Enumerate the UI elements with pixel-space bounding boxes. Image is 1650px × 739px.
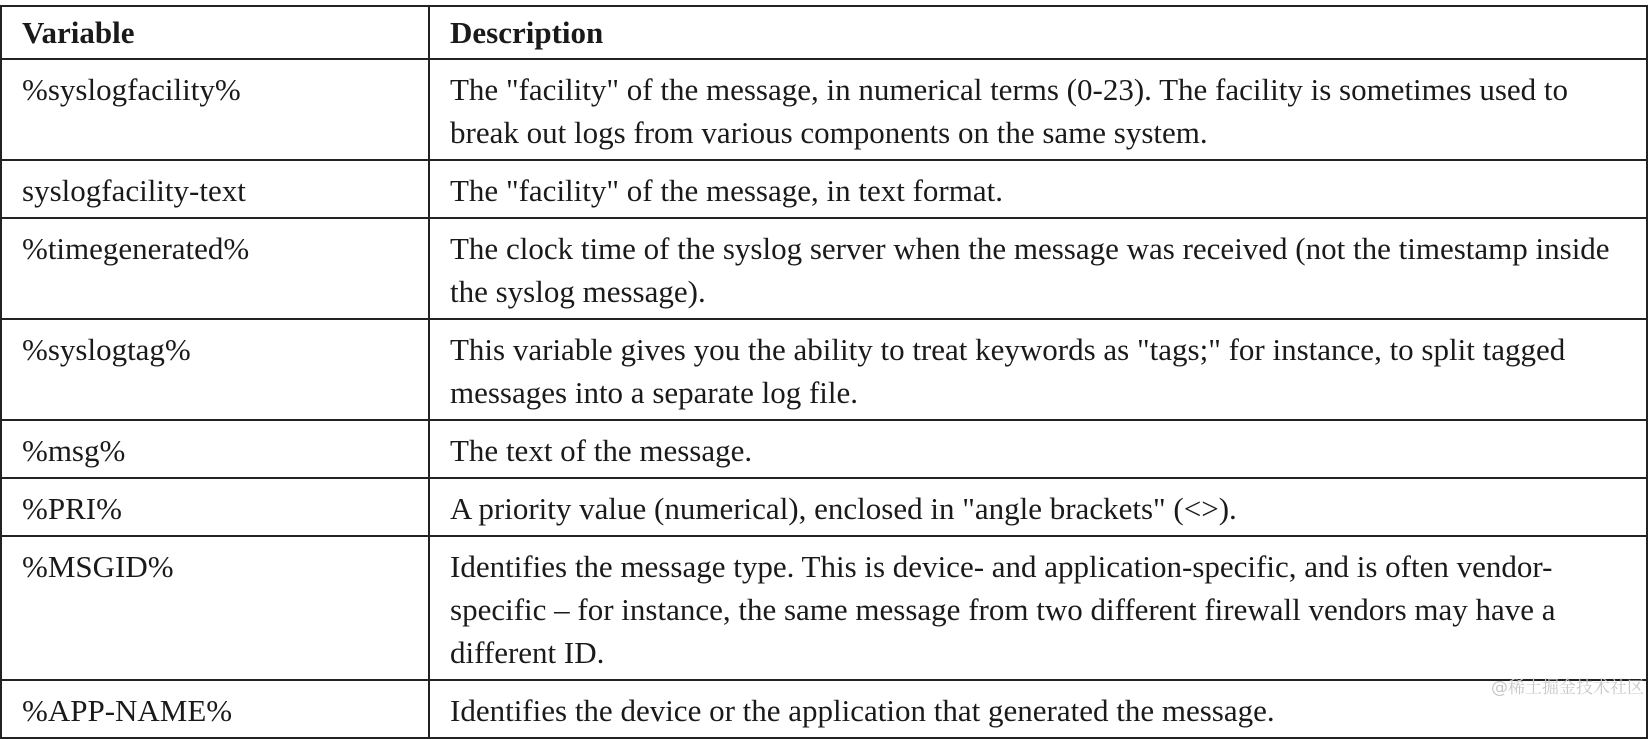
description-cell: The "facility" of the message, in numerical terms (0-23). The facility is sometimes used to break out logs from various components on the same system. xyxy=(429,59,1647,160)
description-cell: The text of the message. xyxy=(429,420,1647,478)
variable-cell: %APP-NAME% xyxy=(1,680,429,738)
table-row xyxy=(1,160,1647,218)
variable-cell: %timegenerated% xyxy=(1,218,429,319)
table-header-row xyxy=(1,6,1647,59)
table-row xyxy=(1,680,1647,738)
description-cell: Identifies the device or the application that generated the message. xyxy=(429,680,1647,738)
variable-cell: %MSGID% xyxy=(1,536,429,680)
watermark: @稀土掘金技术社区 xyxy=(1491,678,1644,698)
variable-cell: %syslogtag% xyxy=(1,319,429,420)
header-variable: Variable xyxy=(1,6,429,59)
variables-table-container xyxy=(0,5,1646,739)
variable-cell: syslogfacility-text xyxy=(1,160,429,218)
description-cell: A priority value (numerical), enclosed in "angle brackets" (<>). xyxy=(429,478,1647,536)
description-cell: The "facility" of the message, in text format. xyxy=(429,160,1647,218)
table-row xyxy=(1,536,1647,680)
description-cell: This variable gives you the ability to treat keywords as "tags;" for instance, to split tagged messages into a separate log file. xyxy=(429,319,1647,420)
description-cell: The clock time of the syslog server when the message was received (not the timestamp inside the syslog message). xyxy=(429,218,1647,319)
header-description: Description xyxy=(429,6,1647,59)
variable-cell: %syslogfacility% xyxy=(1,59,429,160)
variable-cell: %PRI% xyxy=(1,478,429,536)
table-row xyxy=(1,319,1647,420)
table-row xyxy=(1,478,1647,536)
variable-cell: %msg% xyxy=(1,420,429,478)
table-row xyxy=(1,59,1647,160)
variables-table xyxy=(0,5,1648,739)
table-row xyxy=(1,420,1647,478)
description-cell: Identifies the message type. This is device- and application-specific, and is often vendor-specific – for instance, the same message from two different firewall vendors may have a different ID. xyxy=(429,536,1647,680)
table-row xyxy=(1,218,1647,319)
